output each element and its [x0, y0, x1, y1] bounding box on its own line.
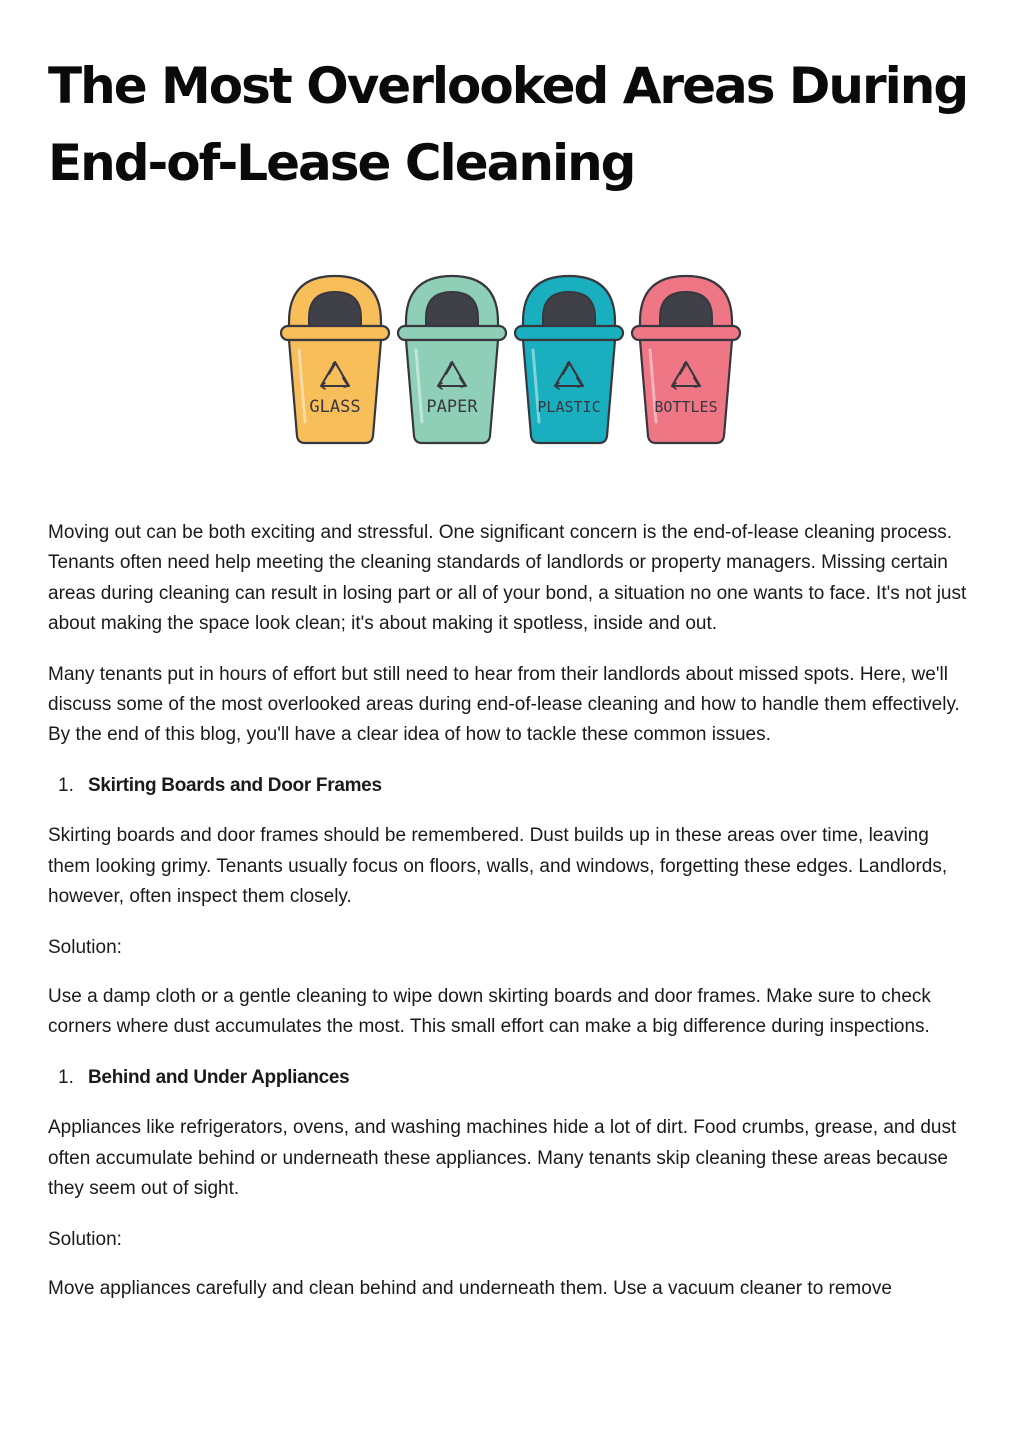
list-number: 1.: [58, 1067, 74, 1089]
recycling-bin: [632, 276, 740, 443]
intro-paragraph: Many tenants put in hours of effort but still need to hear from their landlords about missed spots. Here, we'll discuss some of the most overlooked areas during end-of-lease cleaning and how to handle them effectively. By the end of this blog, you'll have a clear idea of how to tackle these common issues.: [48, 663, 960, 746]
solution-paragraph: Use a damp cloth or a gentle cleaning to wipe down skirting boards and door frames. Make sure to check corners where dust accumulates the most. This small effort can make a big difference during inspections.: [48, 986, 931, 1038]
bin-label: GLASS: [309, 397, 361, 417]
bin-rim: [515, 326, 623, 340]
bin-label: BOTTLES: [654, 398, 718, 416]
recycling-bin: [515, 276, 623, 443]
bin-rim: [281, 326, 389, 340]
recycling-bin: [398, 276, 506, 443]
page-title: The Most Overlooked Areas During End-of-Lease Cleaning: [48, 57, 968, 192]
recycling-bin: [281, 276, 389, 443]
section-heading: [48, 771, 968, 801]
section-heading-text: Skirting Boards and Door Frames: [88, 775, 382, 797]
bin-rim: [398, 326, 506, 340]
section-paragraph: Appliances like refrigerators, ovens, and washing machines hide a lot of dirt. Food crumbs, grease, and dust often accumulate behind or underneath these appliances. Many tenants skip cleaning these areas because they seem out of sight.: [48, 1117, 957, 1200]
recycling-bins-svg: [277, 270, 747, 450]
bin-label: PAPER: [426, 397, 478, 417]
bin-rim: [632, 326, 740, 340]
bin-label: PLASTIC: [537, 398, 601, 416]
recycling-bins-illustration: [277, 270, 747, 450]
section-paragraph: Skirting boards and door frames should be remembered. Dust builds up in these areas over time, leaving them looking grimy. Tenants usually focus on floors, walls, and windows, forgetting these edges. Landlords, however, often inspect them closely.: [48, 825, 948, 907]
intro-paragraph: Moving out can be both exciting and stressful. One significant concern is the end-of-lease cleaning process. Tenants often need help meeting the cleaning standards of landlords or property managers. Missing certain areas during cleaning can result in losing part or all of your bond, a situation no one wants to face. It's not just about making the space look clean; it's about making it spotless, inside and out.: [48, 522, 967, 634]
solution-label: Solution:: [48, 936, 122, 958]
article-body: [48, 518, 968, 1325]
list-number: 1.: [58, 775, 74, 797]
solution-paragraph: Move appliances carefully and clean behind and underneath them. Use a vacuum cleaner to remove: [48, 1278, 892, 1300]
section-heading-text: Behind and Under Appliances: [88, 1067, 350, 1089]
section-heading: [48, 1063, 968, 1093]
solution-label: Solution:: [48, 1228, 122, 1250]
